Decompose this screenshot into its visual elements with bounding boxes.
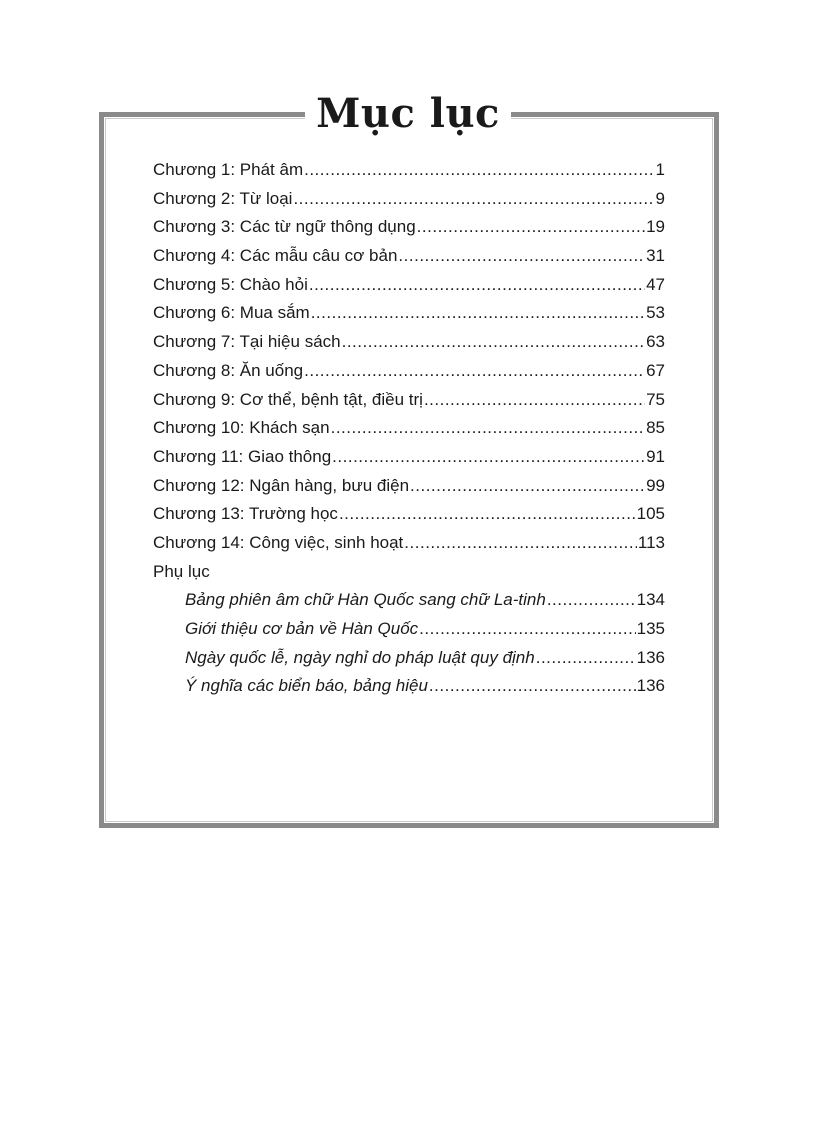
toc-appendix-item-2[interactable] [153, 615, 665, 644]
toc-entry-page: 136 [636, 676, 665, 696]
toc-entry-label: Chương 1: Phát âm [153, 160, 304, 179]
toc-entry-chapter-5[interactable] [153, 271, 665, 300]
toc-entry-page: 113 [637, 532, 665, 552]
dot-leader [398, 242, 645, 271]
toc-entry-label: Chương 3: Các từ ngữ thông dụng [153, 217, 416, 237]
dot-leader [417, 213, 645, 242]
toc-entry-chapter-12[interactable] [153, 472, 665, 501]
toc-appendix-item-1[interactable] [153, 586, 665, 615]
toc-entry-label: Chương 8: Ăn uống [153, 360, 304, 380]
toc-entry-chapter-14[interactable] [153, 529, 665, 558]
toc-entry-page: 53 [646, 303, 665, 323]
toc-entry-label: Giới thiệu cơ bản về Hàn Quốc [185, 619, 419, 638]
toc-entry-label: Chương 2: Từ loại [153, 188, 293, 208]
toc-entry-page: 63 [646, 332, 665, 352]
toc-entry-page: 1 [655, 160, 665, 179]
toc-entry-page: 105 [636, 504, 665, 524]
toc-entry-chapter-9[interactable] [153, 386, 665, 415]
dot-leader [424, 386, 645, 415]
toc-entry-label: Chương 5: Chào hỏi [153, 274, 308, 294]
toc-entry-label: Chương 9: Cơ thể, bệnh tật, điều trị [153, 389, 423, 409]
toc-entry-label: Ngày quốc lễ, ngày nghỉ do pháp luật quy định [185, 647, 535, 667]
dot-leader [536, 644, 636, 673]
toc-entry-page: 75 [646, 389, 665, 409]
toc-entry-label: Chương 11: Giao thông [153, 446, 332, 466]
toc-entry-label: Chương 14: Công việc, sinh hoạt [153, 532, 404, 552]
toc-entry-chapter-10[interactable] [153, 414, 665, 443]
toc-entry-page: 85 [646, 418, 665, 438]
dot-leader [547, 586, 636, 615]
toc-appendix-item-4[interactable] [153, 672, 665, 701]
dot-leader [429, 672, 636, 701]
toc-entry-page: 99 [646, 475, 665, 495]
toc-entry-chapter-6[interactable] [153, 299, 665, 328]
dot-leader [311, 299, 645, 328]
toc-entry-page: 136 [636, 647, 665, 667]
toc-entry-label: Chương 12: Ngân hàng, bưu điện [153, 475, 410, 495]
dot-leader [304, 357, 645, 386]
dot-leader [419, 615, 635, 644]
dot-leader [293, 185, 654, 214]
toc-entry-page: 47 [646, 274, 665, 294]
toc-entry-page: 134 [636, 590, 665, 610]
toc-appendix-heading[interactable] [153, 558, 665, 587]
page-title: Mục lục [305, 88, 511, 140]
toc-entry-label: Bảng phiên âm chữ Hàn Quốc sang chữ La-tinh [185, 590, 546, 610]
toc-entry-chapter-1[interactable] [153, 156, 665, 185]
table-of-contents [153, 156, 665, 701]
toc-appendix-item-3[interactable] [153, 644, 665, 673]
toc-entry-page: 31 [646, 246, 665, 266]
toc-entry-page: 9 [655, 188, 665, 208]
toc-entry-chapter-8[interactable] [153, 357, 665, 386]
toc-entry-chapter-11[interactable] [153, 443, 665, 472]
dot-leader [332, 443, 645, 472]
dot-leader [404, 529, 637, 558]
toc-entry-page: 135 [636, 619, 665, 638]
appendix-label: Phụ lục [153, 561, 210, 581]
toc-entry-label: Chương 6: Mua sắm [153, 303, 310, 323]
toc-entry-chapter-7[interactable] [153, 328, 665, 357]
toc-entry-chapter-13[interactable] [153, 500, 665, 529]
toc-entry-chapter-4[interactable] [153, 242, 665, 271]
toc-entry-page: 91 [646, 446, 665, 466]
toc-entry-page: 67 [646, 360, 665, 380]
toc-entry-label: Chương 7: Tại hiệu sách [153, 332, 341, 352]
toc-entry-label: Chương 4: Các mẫu câu cơ bản [153, 246, 398, 266]
toc-entry-page: 19 [646, 217, 665, 237]
toc-entry-label: Ý nghĩa các biển báo, bảng hiệu [185, 676, 428, 696]
dot-leader [410, 472, 645, 501]
dot-leader [342, 328, 645, 357]
dot-leader [331, 414, 645, 443]
dot-leader [339, 500, 636, 529]
dot-leader [309, 271, 645, 300]
toc-entry-chapter-3[interactable] [153, 213, 665, 242]
dot-leader [304, 156, 654, 185]
toc-entry-label: Chương 13: Trường học [153, 504, 338, 524]
toc-entry-chapter-2[interactable] [153, 185, 665, 214]
toc-entry-label: Chương 10: Khách sạn [153, 418, 330, 438]
